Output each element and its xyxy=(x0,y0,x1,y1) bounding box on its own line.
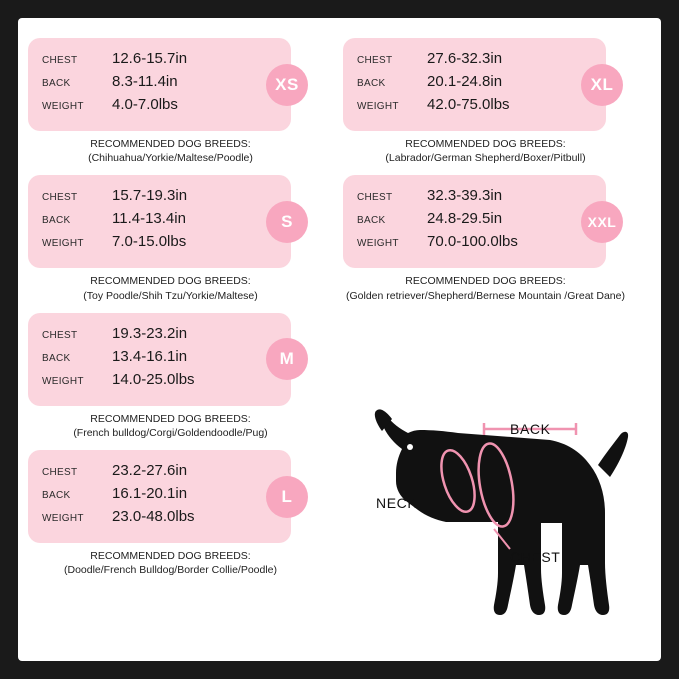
measurement-value-chest: 32.3-39.3in xyxy=(427,187,503,205)
measurement-row-back xyxy=(42,210,277,233)
breeds-xxl xyxy=(343,274,628,302)
measurement-value-back: 8.3-11.4in xyxy=(112,73,178,90)
measurement-value-weight: 70.0-100.0lbs xyxy=(427,233,518,251)
size-block-l xyxy=(28,450,328,577)
measurement-value-weight: 14.0-25.0lbs xyxy=(112,370,195,388)
measurement-label-weight: WEIGHT xyxy=(42,101,84,112)
breeds-list: (Toy Poodle/Shih Tzu/Yorkie/Maltese) xyxy=(83,289,258,302)
measurement-label-chest: CHEST xyxy=(357,55,393,66)
size-card-xs xyxy=(28,38,299,131)
breeds-list: (French bulldog/Corgi/Goldendoodle/Pug) xyxy=(73,426,268,439)
size-block-xxl xyxy=(343,175,643,302)
breeds-heading: RECOMMENDED DOG BREEDS: xyxy=(90,275,251,288)
measurement-value-chest: 27.6-32.3in xyxy=(427,50,503,67)
measurement-value-chest: 15.7-19.3in xyxy=(112,187,188,205)
breeds-m xyxy=(28,412,313,440)
measurement-value-chest: 23.2-27.6in xyxy=(112,462,188,480)
measurement-row-back xyxy=(42,348,277,371)
measurement-row-weight xyxy=(357,233,592,256)
measurement-label-back: BACK xyxy=(357,78,386,89)
breeds-heading: RECOMMENDED DOG BREEDS: xyxy=(90,412,251,425)
size-block-xl xyxy=(343,38,643,165)
measurement-label-chest: CHEST xyxy=(42,467,78,479)
measurement-row-weight xyxy=(42,96,277,119)
breeds-heading: RECOMMENDED DOG BREEDS: xyxy=(90,550,251,563)
breeds-s xyxy=(28,274,313,302)
size-badge-l: L xyxy=(266,476,308,518)
measurement-row-chest xyxy=(42,187,277,210)
breeds-list: (Doodle/French Bulldog/Border Collie/Poodle) xyxy=(63,564,278,577)
size-block-m xyxy=(28,313,328,440)
diagram-label-neck: NECK xyxy=(376,495,418,511)
measurement-value-back: 16.1-20.1in xyxy=(112,485,188,503)
size-column-right xyxy=(343,38,643,313)
breeds-heading: RECOMMENDED DOG BREEDS: xyxy=(405,275,566,288)
measurement-row-weight xyxy=(42,371,277,394)
measurement-label-chest: CHEST xyxy=(42,329,78,341)
measurement-row-weight xyxy=(357,96,592,119)
measurement-label-back: BACK xyxy=(357,215,386,227)
measurement-label-weight: WEIGHT xyxy=(357,101,399,112)
breeds-xs xyxy=(28,137,313,165)
measurement-value-weight: 23.0-48.0lbs xyxy=(112,508,195,526)
breeds-list: (Chihuahua/Yorkie/Maltese/Poodle) xyxy=(88,152,253,165)
measurement-value-back: 13.4-16.1in xyxy=(112,347,188,365)
size-card-m xyxy=(28,313,295,406)
measurement-value-chest: 12.6-15.7in xyxy=(112,50,188,67)
diagram-label-back: BACK xyxy=(510,421,551,437)
measurement-value-back: 20.1-24.8in xyxy=(427,73,503,90)
breeds-xl xyxy=(343,137,628,165)
size-card-l xyxy=(28,450,291,543)
breeds-list: (Labrador/German Shepherd/Boxer/Pitbull) xyxy=(385,152,586,165)
measurement-value-chest: 19.3-23.2in xyxy=(112,324,188,342)
measurement-row-chest xyxy=(357,187,592,210)
measurement-row-chest xyxy=(42,462,277,485)
size-block-xs xyxy=(28,38,328,165)
measurement-label-chest: CHEST xyxy=(357,192,393,204)
measurement-row-back xyxy=(357,73,592,96)
measurement-label-chest: CHEST xyxy=(42,192,78,204)
measurement-label-weight: WEIGHT xyxy=(357,238,399,250)
measurement-label-back: BACK xyxy=(42,490,71,502)
measurement-label-back: BACK xyxy=(42,215,71,227)
size-block-s xyxy=(28,175,328,302)
measurement-row-weight xyxy=(42,233,277,256)
size-card-xxl xyxy=(343,175,617,268)
size-card-xl xyxy=(343,38,614,131)
size-badge-m: M xyxy=(266,338,308,380)
size-badge-xxl: XXL xyxy=(581,201,623,243)
measurement-label-back: BACK xyxy=(42,352,71,364)
breeds-heading: RECOMMENDED DOG BREEDS: xyxy=(405,138,566,150)
measurement-label-back: BACK xyxy=(42,78,71,89)
measurement-value-back: 24.8-29.5in xyxy=(427,210,503,228)
breeds-heading: RECOMMENDED DOG BREEDS: xyxy=(90,138,251,150)
measurement-value-back: 11.4-13.4in xyxy=(112,210,186,228)
measurement-value-weight: 4.0-7.0lbs xyxy=(112,96,178,113)
size-chart-page xyxy=(18,18,661,661)
measurement-label-weight: WEIGHT xyxy=(42,375,84,387)
breeds-l xyxy=(28,549,313,577)
measurement-row-back xyxy=(42,73,277,96)
size-column-left xyxy=(28,38,328,587)
measurement-value-weight: 42.0-75.0lbs xyxy=(427,96,510,113)
size-card-s xyxy=(28,175,291,268)
size-badge-xl: XL xyxy=(581,64,623,106)
measurement-row-chest xyxy=(357,50,592,73)
size-badge-s: S xyxy=(266,201,308,243)
measurement-row-back xyxy=(42,485,277,508)
dog-measurement-diagram xyxy=(348,373,648,643)
breeds-list: (Golden retriever/Shepherd/Bernese Mountain /Great Dane) xyxy=(346,289,625,302)
measurement-label-weight: WEIGHT xyxy=(42,238,84,250)
measurement-label-weight: WEIGHT xyxy=(42,513,84,525)
size-badge-xs: XS xyxy=(266,64,308,106)
measurement-row-back xyxy=(357,210,592,233)
measurement-row-chest xyxy=(42,325,277,348)
measurement-row-chest xyxy=(42,50,277,73)
diagram-label-chest: CHEST xyxy=(510,549,561,565)
measurement-label-chest: CHEST xyxy=(42,55,78,66)
measurement-row-weight xyxy=(42,508,277,531)
measurement-value-weight: 7.0-15.0lbs xyxy=(112,233,187,251)
